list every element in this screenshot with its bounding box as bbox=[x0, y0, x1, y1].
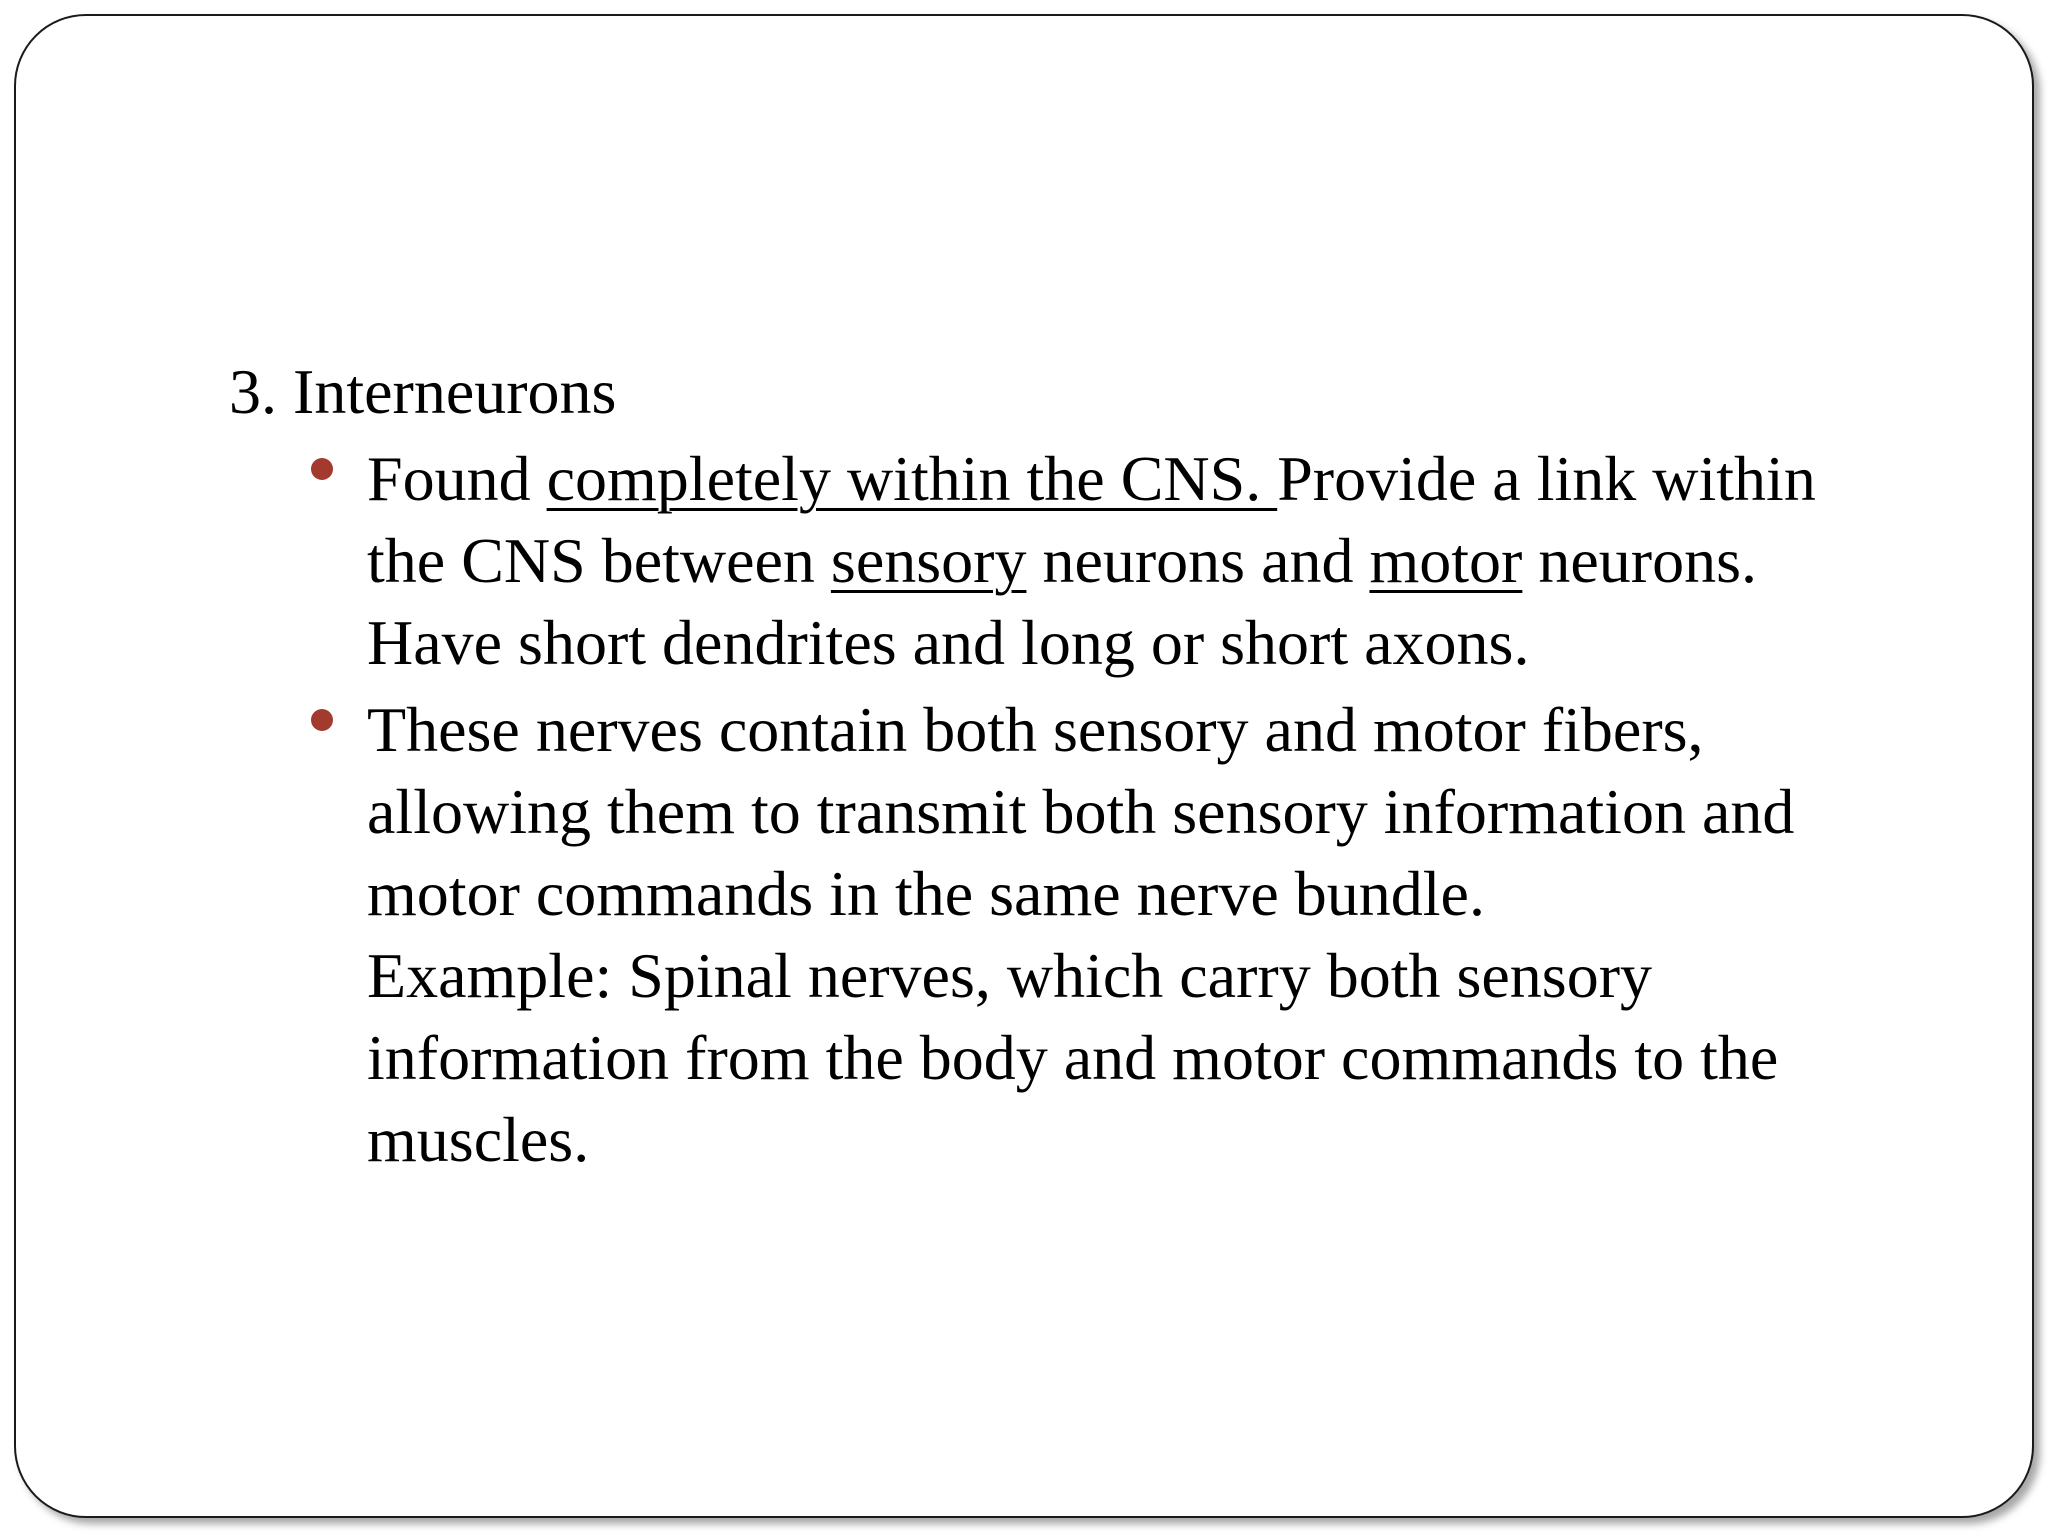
bullet-line bbox=[367, 438, 1961, 520]
bullet-line: Have short dendrites and long or short axons. bbox=[367, 607, 1530, 678]
text-run: Found bbox=[367, 443, 547, 514]
bullet-item-interneurons bbox=[301, 438, 1961, 684]
bullet-line: muscles. bbox=[367, 1104, 590, 1175]
slide-content bbox=[16, 16, 2032, 1516]
bullet-line bbox=[367, 520, 1961, 602]
bullet-list bbox=[301, 438, 1961, 1181]
slide-frame bbox=[14, 14, 2034, 1518]
bullet-line: Example: Spinal nerves, which carry both sensory bbox=[367, 940, 1652, 1011]
bullet-item-mixed-nerves bbox=[301, 689, 1961, 1181]
slide-heading: 3. Interneurons bbox=[229, 356, 617, 427]
bullet-line: allowing them to transmit both sensory information and bbox=[367, 776, 1795, 847]
bullet-dot-icon bbox=[311, 458, 333, 480]
text-run: neurons. bbox=[1522, 525, 1757, 596]
bullet-line: motor commands in the same nerve bundle. bbox=[367, 858, 1485, 929]
text-run: neurons and bbox=[1026, 525, 1370, 596]
underlined-text: sensory bbox=[830, 525, 1027, 596]
bullet-line: information from the body and motor commands to the bbox=[367, 1022, 1779, 1093]
underlined-text: completely within the CNS. bbox=[546, 443, 1278, 514]
bullet-dot-icon bbox=[311, 709, 333, 731]
text-run: Provide a link within bbox=[1277, 443, 1816, 514]
underlined-text: motor bbox=[1369, 525, 1523, 596]
text-run: the CNS between bbox=[367, 525, 831, 596]
bullet-line: These nerves contain both sensory and motor fibers, bbox=[367, 694, 1704, 765]
